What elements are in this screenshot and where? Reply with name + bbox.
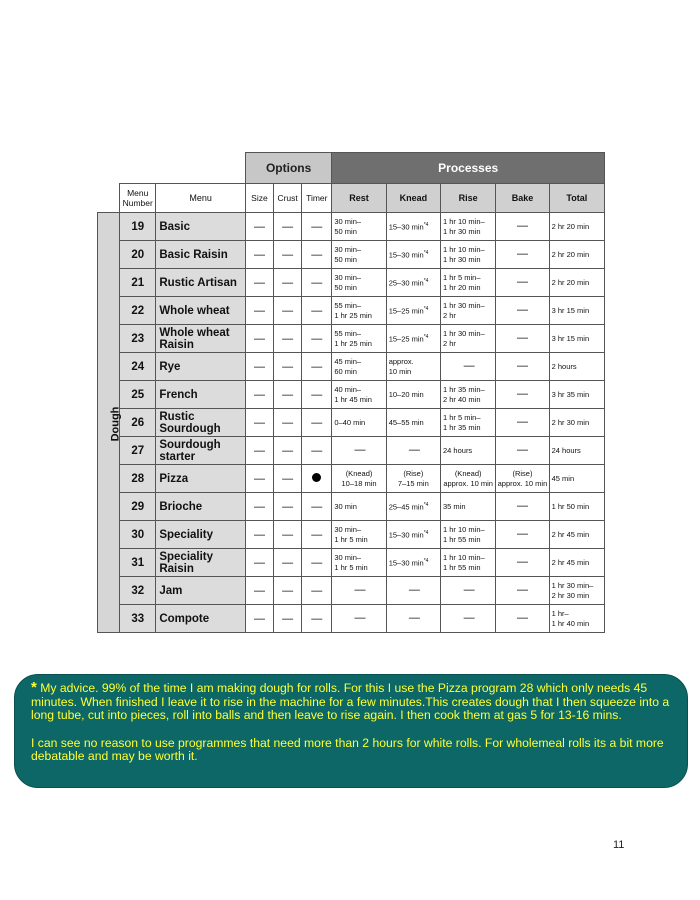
rest-cell: — [332,605,386,633]
table-row [98,605,605,633]
menu-name-cell: Whole wheat [156,297,246,325]
menu-name-cell: Basic Raisin [156,241,246,269]
bake-cell: — [496,297,549,325]
header-blank [98,153,246,184]
knead-cell: 15–30 $\min^{*4}$ [386,241,440,269]
crust-cell: — [274,381,302,409]
size-cell: — [245,577,273,605]
crust-cell: — [274,213,302,241]
size-cell: — [245,605,273,633]
menu-number-cell: 24 [120,353,156,381]
menu-number-cell: 27 [120,437,156,465]
rest-cell: 30 min [332,493,386,521]
rise-cell: — [441,353,496,381]
timer-cell: — [302,381,332,409]
rise-cell: (Knead) approx. 10 min [441,465,496,493]
size-cell: — [245,213,273,241]
menu-name-cell: Speciality [156,521,246,549]
crust-cell: — [274,409,302,437]
menu-number-cell: 32 [120,577,156,605]
knead-cell: 25–45 $\min^{*4}$ [386,493,440,521]
rest-cell: 30 min– 50 min [332,241,386,269]
menu-number-cell: 33 [120,605,156,633]
timer-dot-icon [312,473,321,482]
table-row [98,325,605,353]
timer-cell: — [302,549,332,577]
asterisk-marker: * [31,679,37,696]
rest-cell: — [332,577,386,605]
knead-cell: approx. 10 min [386,353,440,381]
menu-number-cell: 31 [120,549,156,577]
rise-cell: 1 hr 30 min– 2 hr [441,297,496,325]
bake-cell: — [496,241,549,269]
rest-cell: 45 min– 60 min [332,353,386,381]
size-cell: — [245,465,273,493]
menu-name-cell: Compote [156,605,246,633]
knead-header: Knead [386,184,440,213]
size-cell: — [245,409,273,437]
timer-cell: — [302,269,332,297]
crust-header: Crust [274,184,302,213]
menu-number-cell: 25 [120,381,156,409]
bake-cell: — [496,521,549,549]
menu-name-cell: Pizza [156,465,246,493]
size-cell: — [245,381,273,409]
menu-number-cell: 20 [120,241,156,269]
size-cell: — [245,549,273,577]
dough-group-label [98,213,120,633]
rise-header: Rise [441,184,496,213]
timer-cell: — [302,297,332,325]
size-cell: — [245,297,273,325]
menu-name-cell: Rye [156,353,246,381]
rise-cell: 1 hr 35 min– 2 hr 40 min [441,381,496,409]
rise-cell: 1 hr 10 min– 1 hr 55 min [441,549,496,577]
knead-cell: — [386,437,440,465]
rest-cell: 30 min– 50 min [332,269,386,297]
rest-cell: 30 min– 1 hr 5 min [332,549,386,577]
advice-paragraph-1 [31,681,673,723]
table-row [98,381,605,409]
rise-cell: 1 hr 10 min– 1 hr 55 min [441,521,496,549]
crust-cell: — [274,605,302,633]
timer-cell: — [302,577,332,605]
total-cell: 2 hr 20 min [549,269,604,297]
bake-cell: — [496,577,549,605]
menu-number-cell: 28 [120,465,156,493]
bake-cell: — [496,493,549,521]
timer-cell: — [302,521,332,549]
crust-cell: — [274,493,302,521]
crust-cell: — [274,465,302,493]
total-cell: 1 hr– 1 hr 40 min [549,605,604,633]
bake-cell: — [496,353,549,381]
menu-name-cell: Rustic Artisan [156,269,246,297]
menu-name-cell: Speciality Raisin [156,549,246,577]
table-row [98,521,605,549]
knead-cell: 45–55 min [386,409,440,437]
timer-header: Timer [302,184,332,213]
menu-number-cell: 29 [120,493,156,521]
menu-name-cell: French [156,381,246,409]
menu-header: Menu [156,184,246,213]
total-cell: 2 hr 20 min [549,213,604,241]
total-cell: 2 hours [549,353,604,381]
rise-cell: — [441,577,496,605]
total-cell: 3 hr 15 min [549,325,604,353]
size-cell: — [245,241,273,269]
menu-number-cell: 30 [120,521,156,549]
total-cell: 3 hr 15 min [549,297,604,325]
advice-box [14,674,688,788]
table-row [98,409,605,437]
rest-cell: 30 min– 50 min [332,213,386,241]
menu-number-cell: 22 [120,297,156,325]
rise-cell: 1 hr 10 min– 1 hr 30 min [441,213,496,241]
table-row [98,549,605,577]
rise-cell: 1 hr 10 min– 1 hr 30 min [441,241,496,269]
timer-cell: — [302,493,332,521]
processes-header: Processes [332,153,605,184]
crust-cell: — [274,549,302,577]
options-header: Options [245,153,332,184]
bake-cell: (Rise) approx. 10 min [496,465,549,493]
page-number: 11 [613,839,625,851]
table-row [98,493,605,521]
total-cell: 45 min [549,465,604,493]
crust-cell: — [274,241,302,269]
menu-number-cell: 19 [120,213,156,241]
rise-cell: 1 hr 5 min– 1 hr 35 min [441,409,496,437]
rest-cell: 40 min– 1 hr 45 min [332,381,386,409]
menu-name-cell: Whole wheat Raisin [156,325,246,353]
bake-cell: — [496,549,549,577]
knead-cell: 10–20 min [386,381,440,409]
total-cell: 2 hr 45 min [549,521,604,549]
crust-cell: — [274,521,302,549]
total-cell: 1 hr 50 min [549,493,604,521]
program-table [97,152,605,633]
table-row [98,297,605,325]
rest-cell: 30 min– 1 hr 5 min [332,521,386,549]
rise-cell: 35 min [441,493,496,521]
total-cell: 24 hours [549,437,604,465]
rest-header: Rest [332,184,386,213]
menu-number-cell: 23 [120,325,156,353]
menu-name-cell: Jam [156,577,246,605]
size-cell: — [245,269,273,297]
timer-cell: — [302,241,332,269]
total-cell: 3 hr 35 min [549,381,604,409]
timer-cell [302,465,332,493]
bake-cell: — [496,213,549,241]
dough-label-text: Dough [109,406,122,441]
knead-cell: 25–30 $\min^{*4}$ [386,269,440,297]
rise-cell: 1 hr 30 min– 2 hr [441,325,496,353]
knead-cell: (Rise) 7–15 min [386,465,440,493]
menu-number-cell: 21 [120,269,156,297]
size-header: Size [245,184,273,213]
timer-cell: — [302,325,332,353]
menu-name-cell: Sourdough starter [156,437,246,465]
size-cell: — [245,521,273,549]
bake-cell: — [496,437,549,465]
timer-cell: — [302,353,332,381]
menu-name-cell: Rustic Sourdough [156,409,246,437]
crust-cell: — [274,437,302,465]
timer-cell: — [302,605,332,633]
table-row [98,353,605,381]
total-cell: 2 hr 45 min [549,549,604,577]
bake-cell: — [496,269,549,297]
size-cell: — [245,493,273,521]
table-row [98,437,605,465]
header-blank-corner [98,184,120,213]
timer-cell: — [302,437,332,465]
table-row [98,241,605,269]
table-row [98,465,605,493]
rise-cell: 24 hours [441,437,496,465]
rest-cell: (Knead) 10–18 min [332,465,386,493]
menu-name-cell: Basic [156,213,246,241]
bake-cell: — [496,605,549,633]
advice-paragraph-2: I can see no reason to use programmes that need more than 2 hours for white rolls. For wholemeal rolls its a bit more debatable and may be worth it. [31,735,664,764]
crust-cell: — [274,297,302,325]
menu-number-header: Menu Number [120,184,156,213]
size-cell: — [245,325,273,353]
timer-cell: — [302,409,332,437]
rest-cell: 55 min– 1 hr 25 min [332,325,386,353]
total-cell: 2 hr 20 min [549,241,604,269]
rest-cell: 55 min– 1 hr 25 min [332,297,386,325]
bake-cell: — [496,381,549,409]
program-table-body [98,213,605,633]
knead-cell: 15–30 $\min^{*4}$ [386,549,440,577]
bake-cell: — [496,325,549,353]
bake-header: Bake [496,184,549,213]
table-row [98,269,605,297]
knead-cell: — [386,605,440,633]
table-row [98,213,605,241]
knead-cell: 15–30 $\min^{*4}$ [386,213,440,241]
rest-cell: — [332,437,386,465]
rise-cell: — [441,605,496,633]
knead-cell: — [386,577,440,605]
advice-text-1: My advice. 99% of the time I am making dough for rolls. For this I use the Pizza program 28 which only needs 45 minutes. When finished I leave it to rise in the machine for a few minutes.This creates dough that I then squeeze into a long tube, cut into pieces, roll into balls and then leave to rise again. I then cook them at gas 5 for 13-16 mins. [31,681,670,723]
rise-cell: 1 hr 5 min– 1 hr 20 min [441,269,496,297]
size-cell: — [245,353,273,381]
total-header: Total [549,184,604,213]
menu-number-cell: 26 [120,409,156,437]
total-cell: 1 hr 30 min– 2 hr 30 min [549,577,604,605]
knead-cell: 15–25 $\min^{*4}$ [386,325,440,353]
menu-name-cell: Brioche [156,493,246,521]
knead-cell: 15–25 $\min^{*4}$ [386,297,440,325]
crust-cell: — [274,269,302,297]
total-cell: 2 hr 30 min [549,409,604,437]
knead-cell: 15–30 $\min^{*4}$ [386,521,440,549]
table-row [98,577,605,605]
crust-cell: — [274,577,302,605]
program-table-container [97,152,605,633]
bake-cell: — [496,409,549,437]
rest-cell: 0–40 min [332,409,386,437]
timer-cell: — [302,213,332,241]
size-cell: — [245,437,273,465]
crust-cell: — [274,353,302,381]
crust-cell: — [274,325,302,353]
